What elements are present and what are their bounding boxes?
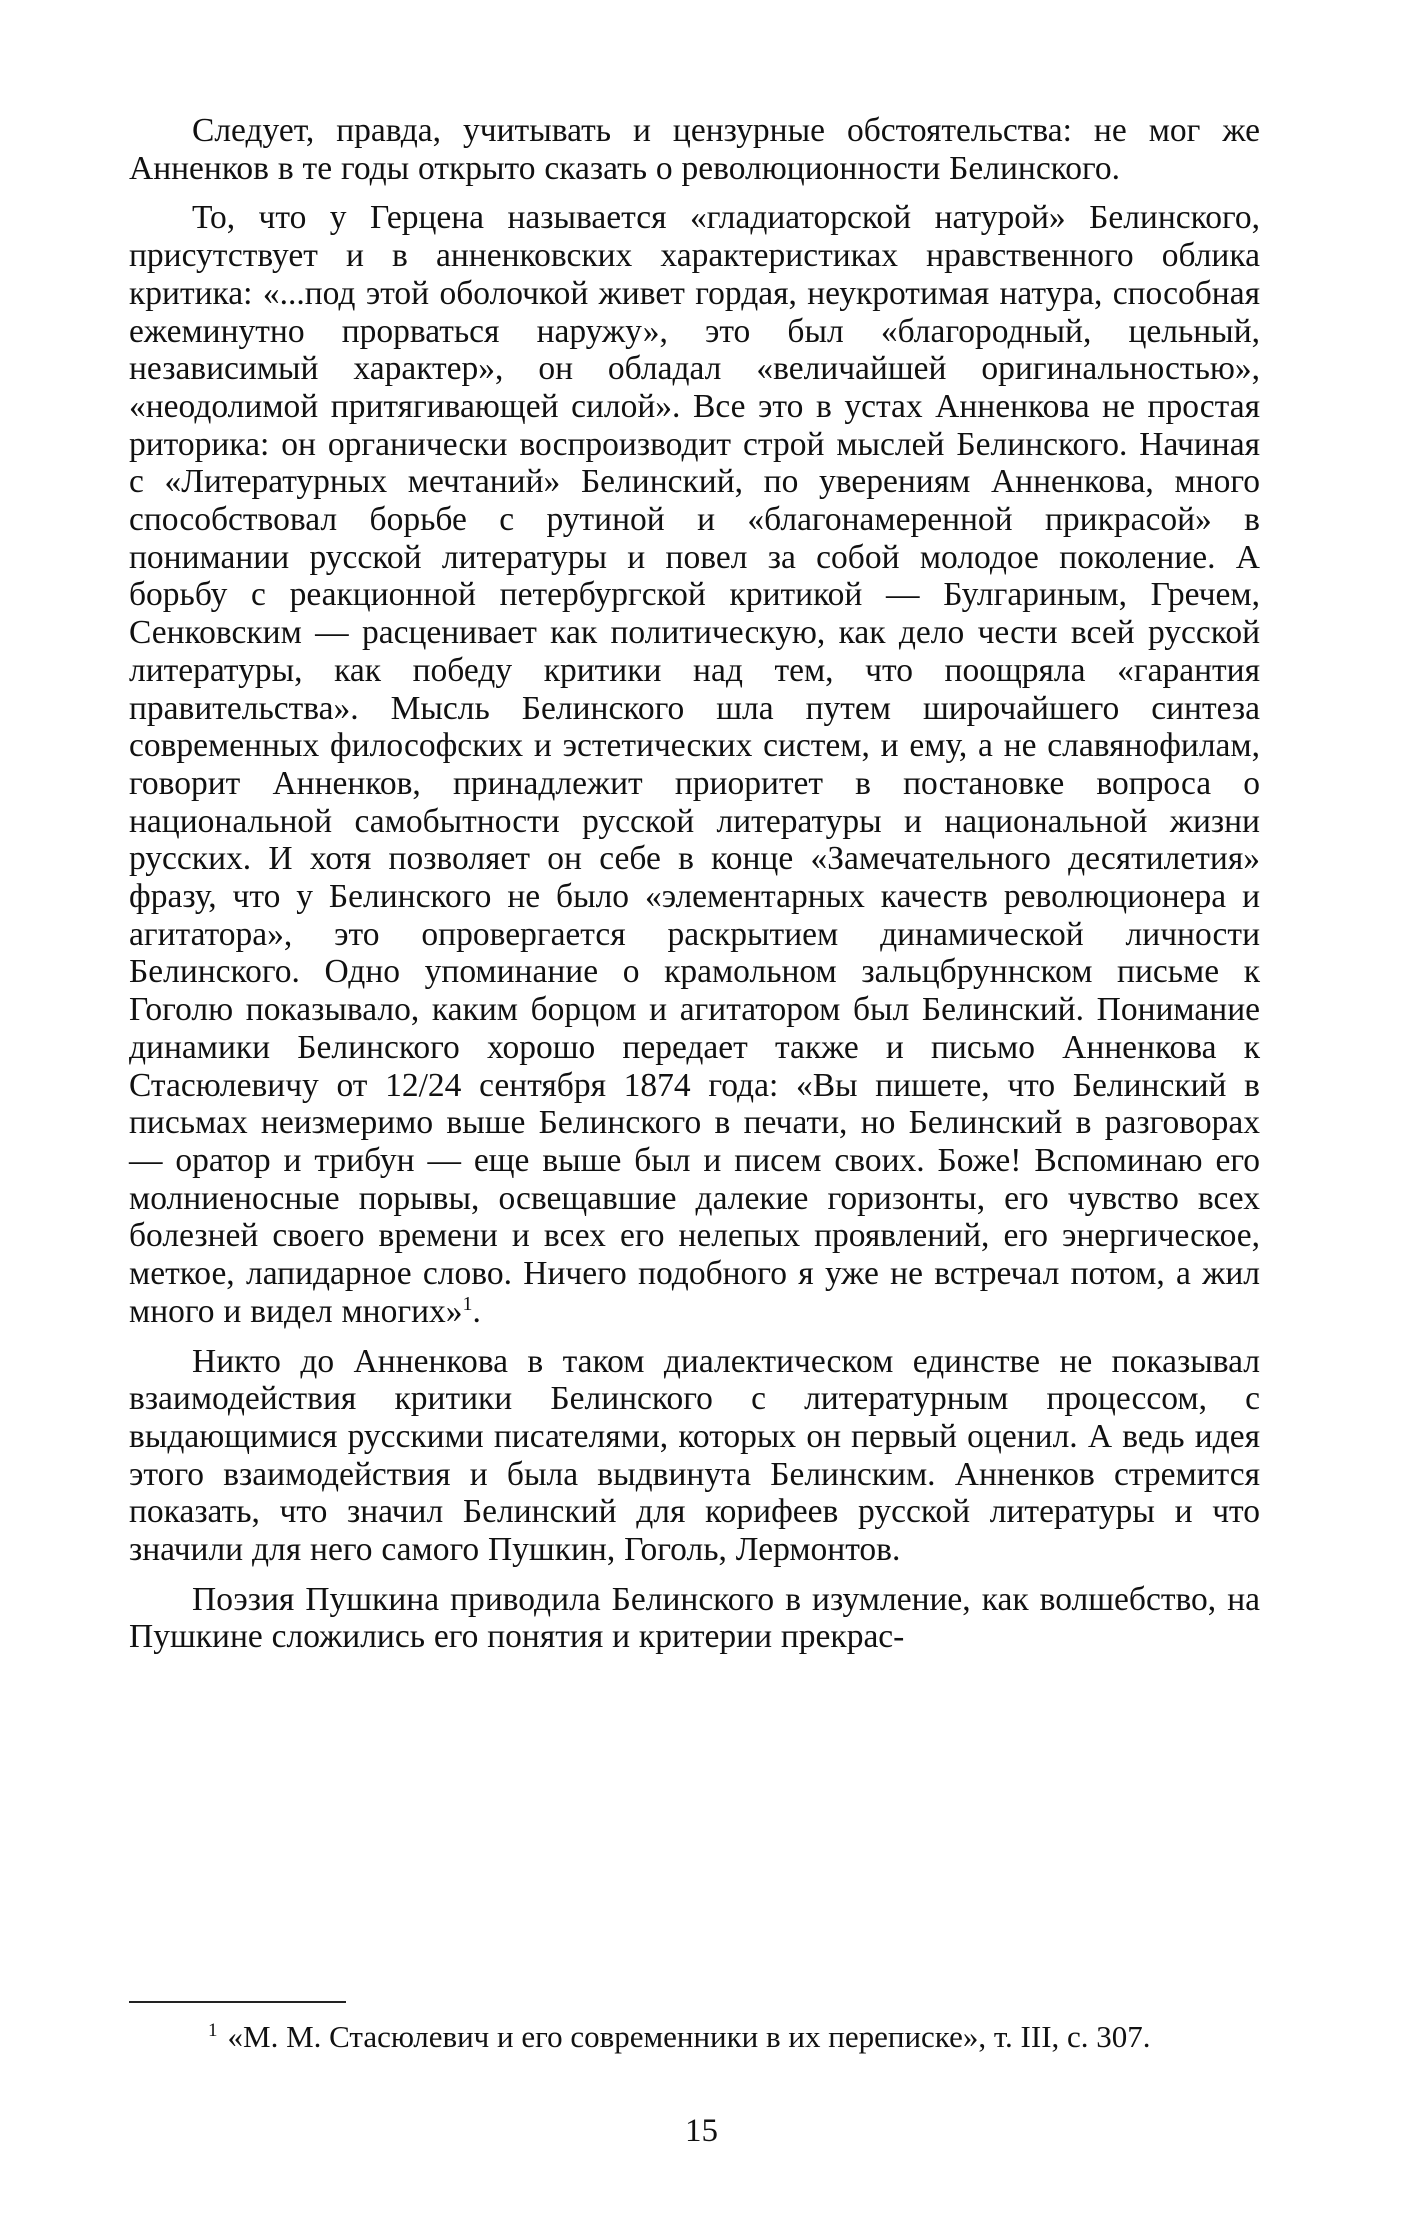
- paragraph: Поэзия Пушкина приводила Белинского в изумление, как волшебство, на Пушкине сложились его понятия и критерии прекрас-: [129, 1580, 1260, 1656]
- footnote-reference: 1: [462, 1292, 473, 1315]
- paragraph-text: То, что у Герцена называется «гладиаторской натурой» Белинского, присутствует и в анненковских характеристиках нравственного облика критика: «...под этой оболочкой живет гордая, неукротимая натура, способная ежеминутно прорваться наружу», это был «благородный, цельный, независимый характер», он обладал «величайшей оригинальностью», «неодолимой притягивающей силой». Все это в устах Анненкова не простая риторика: он органически воспроизводит строй мыслей Белинского. Начиная с «Литературных мечтаний» Белинский, по уверениям Анненкова, много способствовал борьбе с рутиной и «благонамеренной прикрасой» в понимании русской литературы и повел за собой молодое поколение. А борьбу с реакционной петербургской критикой — Булгариным, Гречем, Сенковским — расценивает как политическую, как дело чести всей русской литературы, как победу критики над тем, что поощряла «гарантия правительства». Мысль Белинского шла путем широчайшего синтеза современных философских и эстетических систем, и ему, а не славянофилам, говорит Анненков, принадлежит приоритет в постановке вопроса о национальной самобытности русской литературы и национальной жизни русских. И хотя позволяет он себе в конце «Замечательного десятилетия» фразу, что у Белинского не было «элементарных качеств революционера и агитатора», это опровергается раскрытием динамической личности Белинского. Одно упоминание о крамольном зальцбруннском письме к Гоголю показывало, каким борцом и агитатором был Белинский. Понимание динамики Белинского хорошо передает также и письмо Анненкова к Стасюлевичу от 12/24 сентября 1874 года: «Вы пишете, что Белинский в письмах неизмеримо выше Белинского в печати, но Белинский в разговорах — оратор и трибун — еще выше был и писем своих. Боже! Вспоминаю его молниеносные порывы, освещавшие далекие горизонты, его чувство всех болезней своего времени и всех его нелепых проявлений, его энергическое, меткое, лапидарное слово. Ничего подобного я уже не встречал потом, а жил много и видел многих»: [129, 199, 1260, 1330]
- footnote-text: «М. М. Стасюлевич и его современники в их переписке», т. III, с. 307.: [227, 2019, 1151, 2054]
- footnote: [129, 2019, 1260, 2054]
- paragraph: Следует, правда, учитывать и цензурные обстоятельства: не мог же Анненков в те годы открыто сказать о революционности Белинского.: [129, 112, 1260, 187]
- page-number: 15: [685, 2113, 718, 2149]
- paragraph: Никто до Анненкова в таком диалектическом единстве не показывал взаимодействия критики Белинского с литературным процессом, с выдающимися русскими писателями, которых он первый оценил. А ведь идея этого взаимодействия и была выдвинута Белинским. Анненков стремится показать, что значил Белинский для корифеев русской литературы и что значили для него самого Пушкин, Гоголь, Лермонтов.: [129, 1342, 1260, 1569]
- footnote-divider: [129, 2001, 346, 2003]
- footnote-mark: 1: [208, 2019, 218, 2041]
- paragraph: [129, 199, 1260, 1330]
- paragraph-end-punctuation: .: [472, 1292, 481, 1330]
- page-body: [129, 112, 1260, 1656]
